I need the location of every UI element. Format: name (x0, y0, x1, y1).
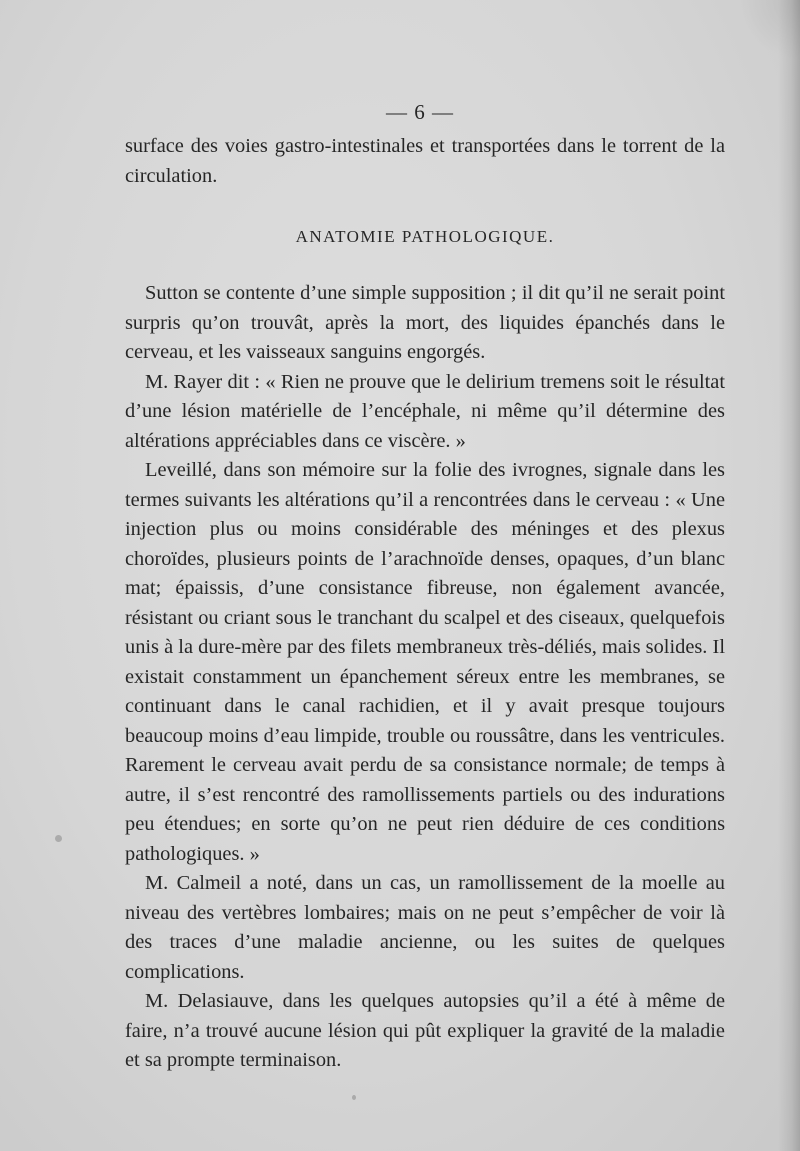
paragraph-leveille: Leveillé, dans son mémoire sur la folie des ivrognes, signale dans les termes suivants les altérations qu’il a rencontrées dans le cerveau : « Une injection plus ou moins considérable des méninges et des plexus choroïdes, plusieurs points de l’arachnoïde denses, opaques, d’un blanc mat; épaissis, d’une consistance fibreuse, non également avancée, résistant ou criant sous le tranchant du scalpel et des ciseaux, quelquefois unis à la dure-mère par des filets membraneux très-déliés, mais solides. Il existait constamment un épanchement séreux entre les membranes, se continuant dans le canal rachidien, et il y avait presque toujours beaucoup moins d’eau limpide, trouble ou roussâtre, dans les ventricules. Rarement le cerveau avait perdu de sa consistance normale; de temps à autre, il s’est rencontré des ramollissements partiels ou des indurations peu étendues; en sorte qu’on ne peut rien déduire de ces conditions pathologiques. » (125, 459, 725, 865)
paragraph-delasiauve: M. Delasiauve, dans les quelques autopsies qu’il a été à même de faire, n’a trouvé aucune lésion qui pût expliquer la gravité de la maladie et sa prompte terminaison. (125, 990, 725, 1071)
paper-speck (352, 1095, 356, 1100)
page-text (125, 92, 725, 1076)
page-number: — 6 — (386, 100, 454, 124)
paragraph-rayer: M. Rayer dit : « Rien ne prouve que le delirium tremens soit le résultat d’une lésion matérielle de l’encéphale, ni même qu’il détermine des altérations appréciables dans ce viscère. » (125, 370, 725, 452)
paragraph-sutton: Sutton se contente d’une simple supposition ; il dit qu’il ne serait point surpris qu’on trouvât, après la mort, des liquides épanchés dans le cerveau, et les vaisseaux sanguins engorgés. (125, 282, 725, 363)
section-heading: ANATOMIE PATHOLOGIQUE. (295, 227, 555, 246)
page-edge-shadow (778, 0, 800, 1151)
intro-paragraph: surface des voies gastro-intestinales et transportées dans le torrent de la circulation. (125, 135, 725, 187)
paper-speck (55, 835, 62, 842)
paragraph-calmeil: M. Calmeil a noté, dans un cas, un ramollissement de la moelle au niveau des vertèbres lombaires; mais on ne peut s’empêcher de voir là des traces d’une maladie ancienne, ou les suites de quelques complications. (125, 872, 725, 983)
